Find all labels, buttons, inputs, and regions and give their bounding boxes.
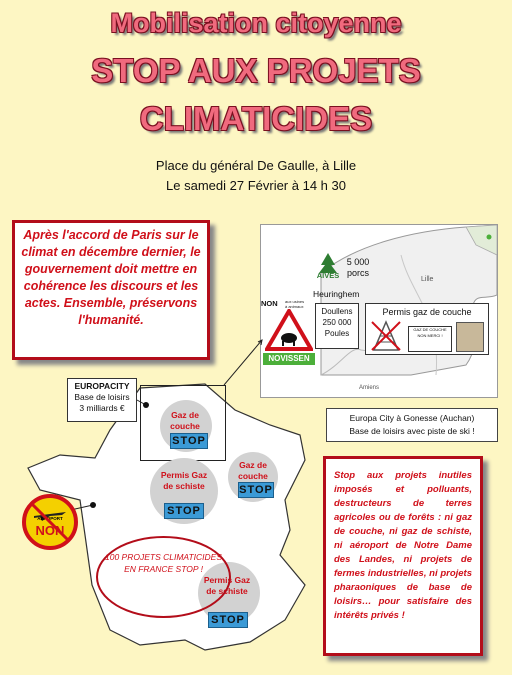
stop-badge-3: STOP	[239, 484, 273, 496]
stop-projects-box: Stop aux projets inutiles imposés et polluants, destructeurs de terres agricoles ou de forêts : ni gaz de couche, ni gaz de schiste, ni aéroport de Notre Dame des Landes, ni projets de fermes industrielles, ni projets pharaoniques de base de loisirs… pour satisfaire des intérêts privés !	[323, 456, 483, 656]
permis-schiste-label-1: Permis Gaz de schiste	[160, 470, 208, 491]
porcs-label: 5 000 porcs	[346, 257, 370, 278]
aives-logo: AIVES	[309, 251, 347, 281]
aeroport-non-sign	[22, 494, 78, 550]
amiens-label: Amiens	[359, 385, 380, 391]
gaz-couche-label-2: Gaz de couche	[238, 460, 268, 481]
non-label: NON	[261, 299, 278, 308]
europacity-title: EUROPACITY	[74, 381, 130, 391]
aeroport-label: AEROPORT	[37, 516, 63, 521]
permis-gaz-label: Permis gaz de couche	[382, 307, 472, 317]
doullens-box: Doullens 250 000 Poules	[315, 303, 359, 349]
title-line-3: CLIMATICIDES	[139, 100, 373, 137]
non-small-label: aux usines à animaux	[285, 299, 305, 309]
europa-gonesse-box	[326, 408, 498, 442]
lille-label: Lille	[421, 276, 434, 283]
aeroport-non-label: NON	[35, 523, 65, 538]
stop-badge-1: STOP	[170, 433, 208, 449]
title-line-2: STOP AUX PROJETS	[91, 52, 421, 89]
paris-agreement-box: Après l'accord de Paris sur le climat en décembre dernier, le gouvernement doit mettre en cohérence les discours et les actes. Ensemble, préservons l'humanité.	[12, 220, 210, 360]
europa-gonesse-line2: Base de loisirs avec piste de ski !	[349, 426, 475, 436]
europa-gonesse-line1: Europa City à Gonesse (Auchan)	[349, 413, 475, 423]
event-date: Le samedi 27 Février à 14 h 30	[166, 178, 346, 193]
novissen-banner: NOVISSEN	[263, 353, 315, 365]
nddl-marker	[90, 502, 96, 508]
europacity-marker	[143, 402, 149, 408]
gaz-non-merci-sign: GAZ DE COUCHE NON MERCI !	[408, 326, 452, 352]
europacity-line3: 3 milliards €	[79, 403, 125, 413]
europacity-box	[67, 378, 137, 422]
stop-badge-2: STOP	[164, 503, 204, 519]
heuringhem-label: Heuringhem	[313, 289, 360, 299]
hundred-projects-ellipse: 100 PROJETS CLIMATICIDES EN FRANCE STOP !	[96, 536, 231, 618]
stop-badge-4: STOP	[208, 612, 248, 628]
title-line-1: Mobilisation citoyenne	[110, 8, 402, 38]
europacity-line2: Base de loisirs	[74, 392, 130, 402]
gaz-couche-label-1: Gaz de couche	[170, 410, 200, 431]
event-place: Place du général De Gaulle, à Lille	[155, 158, 357, 173]
permis-schiste-label-2: Permis Gaz de schiste	[203, 575, 251, 596]
